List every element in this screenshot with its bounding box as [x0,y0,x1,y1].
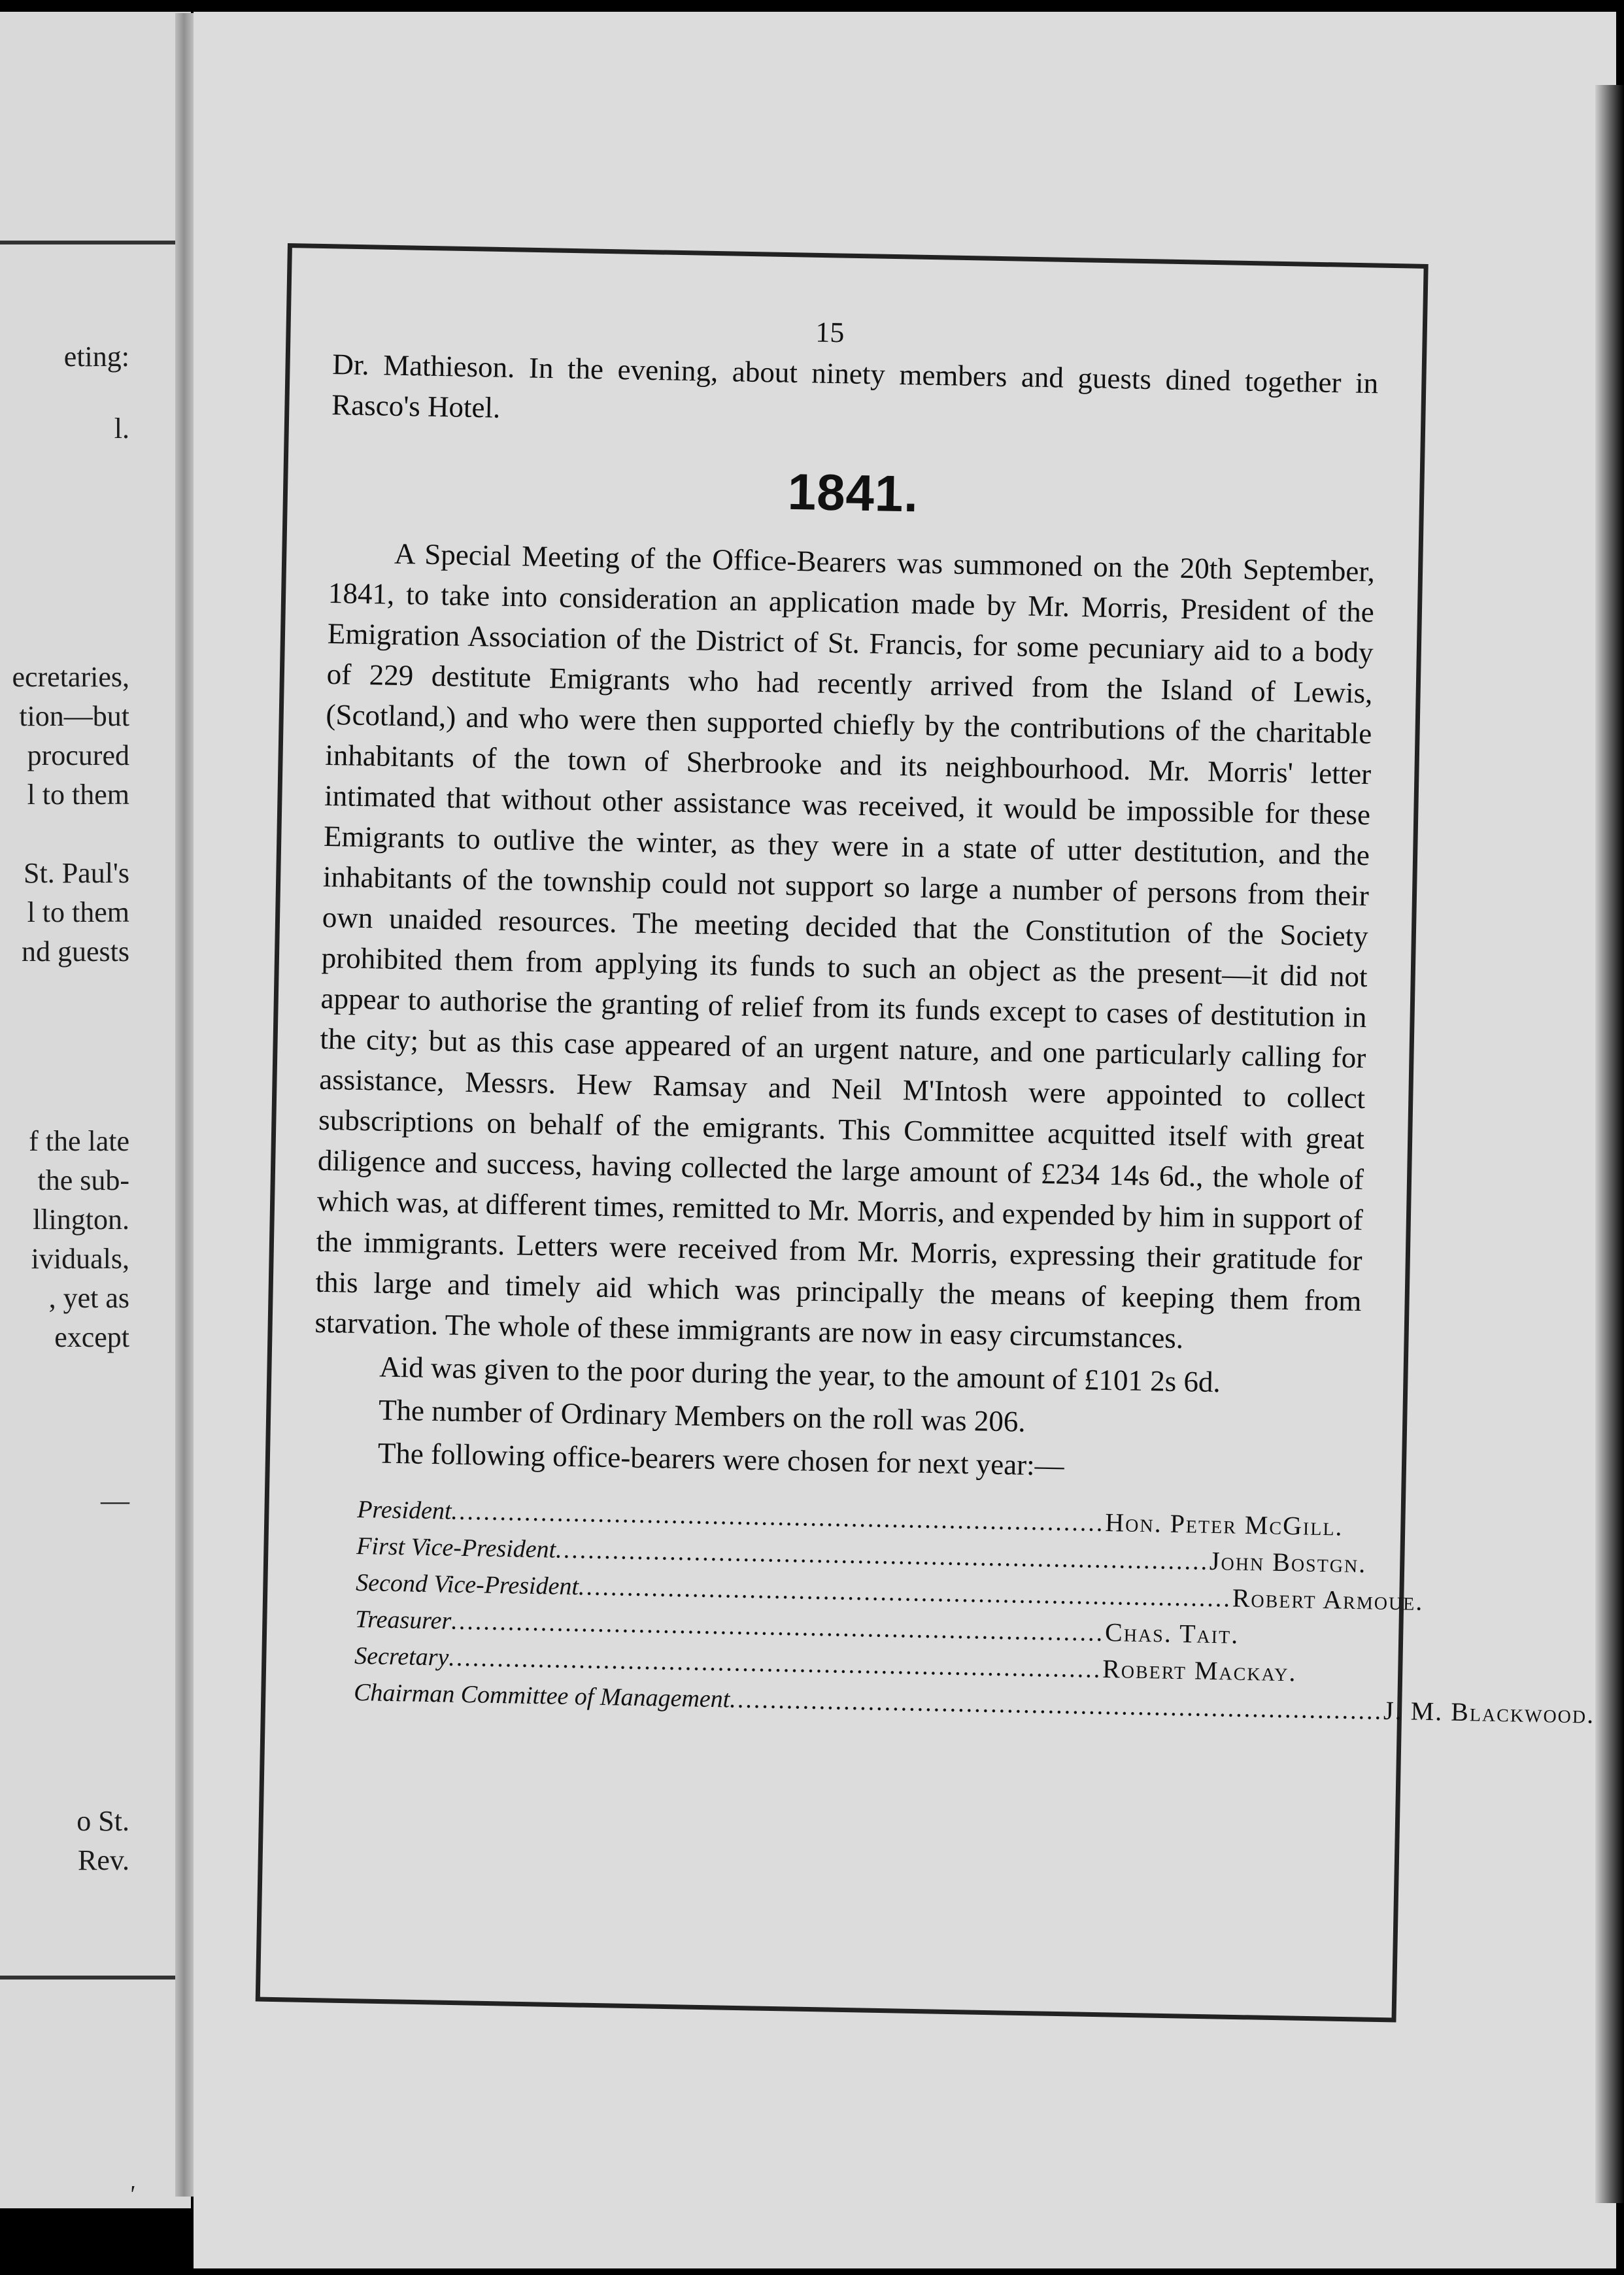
leader-dots: ................................................................................ [555,1536,1210,1576]
office-title-text: Second Vice-President [355,1568,579,1601]
office-bearer-name: J. M. Blackwood. [1383,1695,1595,1729]
office-bearer-name: John Bostgn. [1209,1545,1367,1579]
paragraph-aid: Aid was given to the poor during the year, to the amount of £101 2s 6d. [379,1350,1221,1399]
previous-page-frame [0,241,196,1980]
paragraph-special-meeting: A Special Meeting of the Office-Bearers was summoned on the 20th September, 1841, to take into consideration an application made by Mr. Morris, President of the Emigration Association of the District of St. Francis, for some pecuniary aid to a body of 229 destitute Emigrants who had recently arrived from the Island of Lewis, (Scotland,) and who were then supported chiefly by the contributions of the charitable inhabitants of the town of Sherbrooke and its neighbourhood. Mr. Morris' letter intimated that without other assistance was received, it would be impossible for these Emigrants to outlive the winter, as they were in a state of utter destitution, and the inhabitants of the township could not support so large a number of persons from their own unaided resources. The meeting decided that the Constitution of the Society prohibited them from applying its funds to such an object as the present—it did not appear to authorise the granting of relief from its funds except to cases of destitution in the city; but as this case appeared of an urgent nature, and one particularly calling for assistance, Messrs. Hew Ramsay and Neil M'Intosh were appointed to collect subscriptions on behalf of the emigrants. This Committee acquitted itself with great diligence and success, having collected the large amount of £234 14s 6d., the whole of which was, at different times, remitted to Mr. Morris, and expended by him in support of the immigrants. Letters were received from Mr. Morris, expressing their gratitude for this large and timely aid which was principally the means of keeping them from starvation. The whole of these immigrants are now in easy circumstances. [314,537,1376,1355]
book-gutter [175,13,195,2197]
previous-page-line: l to them [27,896,129,928]
paragraph-members: The number of Ordinary Members on the roll was 206. [378,1393,1026,1438]
previous-page-line: o St. [76,1805,129,1837]
previous-page-line: f the late [29,1125,129,1157]
previous-page-line: l. [114,413,129,445]
office-bearer-name: Chas. Tait. [1104,1617,1240,1649]
leader-dots: ................................................................................ [729,1685,1384,1725]
previous-page-line: tion—but [19,700,129,732]
previous-page-line: nd guests [22,935,129,968]
office-bearer-name: Robert Mackay. [1102,1653,1297,1687]
paragraph-office-bearers: The following office-bearers were chosen for next year:— [377,1436,1065,1482]
office-title-text: First Vice-President [356,1532,556,1564]
previous-page-line: llington. [33,1204,129,1236]
leader-dots: ................................................................................ [451,1497,1106,1537]
office-title-text: Treasurer [354,1605,452,1635]
lead-text: Dr. Mathieson. In the evening, about ninety members and guests dined together in Rasco's Hotel. [331,347,1379,424]
page-edge-shadow [1595,85,1624,2203]
previous-page-line: ividuals, [31,1243,129,1275]
office-bearers-list [353,1489,1595,1729]
previous-page-line: St. Paul's [24,857,129,889]
previous-page-line: , yet as [48,1282,129,1314]
previous-page-line: eting: [63,341,129,373]
office-title-text: Chairman Committee of Management [353,1678,730,1713]
previous-page-line: the sub- [37,1164,129,1196]
previous-page-line: except [54,1321,129,1353]
previous-page-line: Rev. [77,1844,129,1876]
page-content [308,307,1595,1729]
previous-page-edge-mark: ' [129,2181,135,2208]
office-bearer-name: Hon. Peter McGill. [1104,1507,1344,1542]
leader-dots: ................................................................................ [450,1607,1106,1647]
previous-page-line: ecretaries, [12,661,129,693]
leader-dots: ................................................................................ [448,1643,1103,1683]
leader-dots: ................................................................................ [578,1573,1233,1613]
previous-page [0,12,191,2208]
page-number: 15 [815,316,845,349]
office-bearer-name: Robert Armoue. [1232,1583,1424,1616]
previous-page-line: l to them [27,779,129,811]
office-title-text: President [356,1495,452,1525]
previous-page-line: procured [27,739,129,771]
office-title-text: Secretary [354,1642,449,1672]
previous-page-line: — [101,1485,129,1517]
year-heading: 1841. [787,462,919,523]
